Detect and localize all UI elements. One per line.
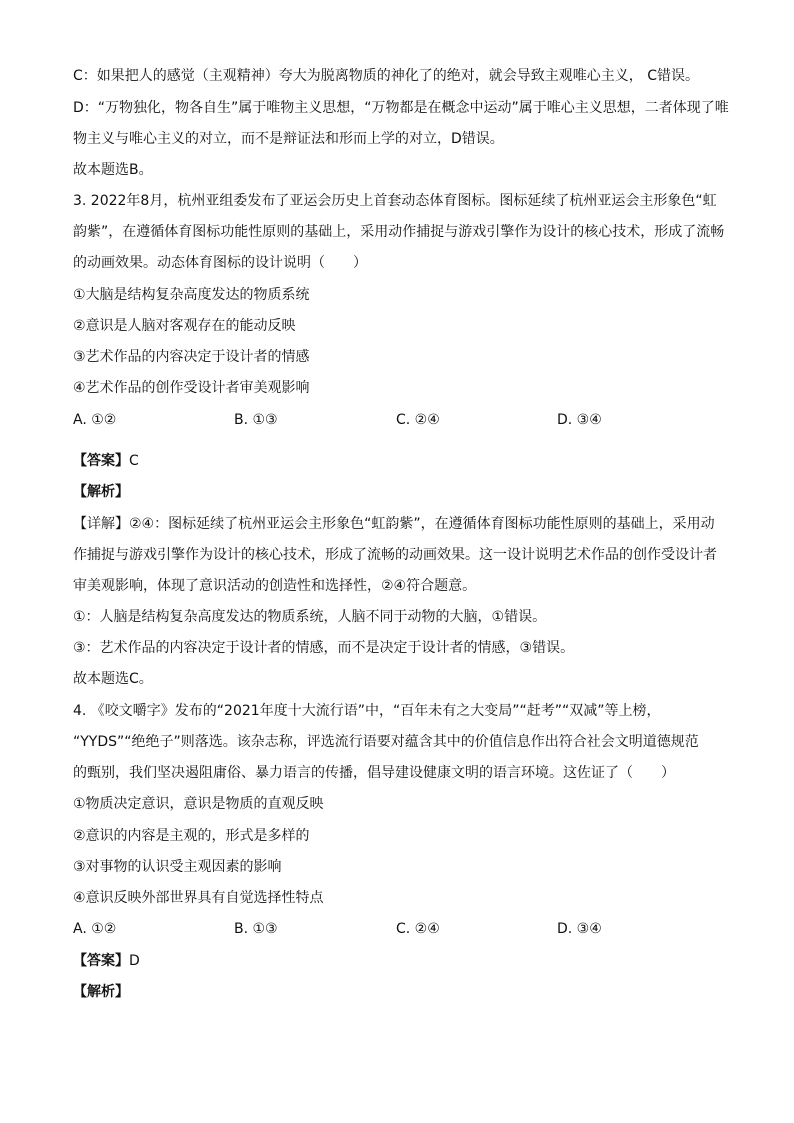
- q3-option-d: D. ③④: [557, 412, 602, 428]
- q4-statement-3: ③对事物的认识受主观因素的影响: [73, 859, 282, 875]
- q4-option-b: B. ①③: [234, 921, 278, 937]
- q3-answer-value: C: [129, 453, 139, 469]
- q4-answer: [73, 951, 734, 971]
- q3-answer-label: 【答案】: [73, 453, 129, 469]
- q4-stem-line2: “YYDS”“绝绝子”则落选。该杂志称，评选流行语要对蕴含其中的价值信息作出符合社会文明道德规范: [73, 734, 699, 750]
- q4-statement-2: ②意识的内容是主观的，形式是多样的: [73, 828, 310, 844]
- q3-detail-line1: 【详解】②④：图标延续了杭州亚运会主形象色“虹韵紫”，在遵循体育图标功能性原则的基础上，采用动: [73, 516, 715, 532]
- q3-option-b: B. ①③: [234, 412, 278, 428]
- q3-statement-1: ①大脑是结构复杂高度发达的物质系统: [73, 287, 310, 303]
- q3-answer: [73, 451, 734, 471]
- q4-option-c: C. ②④: [396, 921, 440, 937]
- q4-stem-line1: 4. 《咬文嚼字》发布的“2021年度十大流行语”中，“百年未有之大变局”“赶考”“双减”等上榜，: [73, 703, 661, 719]
- q4-answer-label: 【答案】: [73, 953, 129, 969]
- q3-statement-4: ④艺术作品的创作受设计者审美观影响: [73, 380, 310, 396]
- q3-detail-line4: ①：人脑是结构复杂高度发达的物质系统，人脑不同于动物的大脑，①错误。: [73, 609, 547, 625]
- q4-stem-line3: 的甄别，我们坚决遏阻庸俗、暴力语言的传播，倡导建设健康文明的语言环境。这佐证了（ ）: [73, 765, 675, 781]
- q4-option-d: D. ③④: [557, 921, 602, 937]
- q3-option-c: C. ②④: [396, 412, 440, 428]
- q4-statement-1: ①物质决定意识，意识是物质的直观反映: [73, 796, 324, 812]
- q3-stem-line3: 的动画效果。动态体育图标的设计说明（ ）: [73, 255, 367, 271]
- q4-option-a: A. ①②: [73, 921, 117, 937]
- q3-option-a: A. ①②: [73, 412, 117, 428]
- q3-stem-line2: 韵紫”，在遵循体育图标功能性原则的基础上，采用动作捕捉与游戏引擎作为设计的核心技术，形成了流畅: [73, 224, 725, 240]
- q3-detail-line5: ③：艺术作品的内容决定于设计者的情感，而不是决定于设计者的情感，③错误。: [73, 640, 575, 656]
- q4-statement-4: ④意识反映外部世界具有自觉选择性特点: [73, 890, 324, 906]
- q3-detail-line3: 审美观影响，体现了意识活动的创造性和选择性，②④符合题意。: [73, 578, 477, 594]
- q3-statement-3: ③艺术作品的内容决定于设计者的情感: [73, 349, 310, 365]
- q4-answer-value: D: [129, 953, 140, 969]
- prev-conclusion: 故本题选B。: [73, 162, 153, 178]
- q3-stem-line1: 3. 2022年8月，杭州亚组委发布了亚运会历史上首套动态体育图标。图标延续了杭州亚运会主形象色“虹: [73, 193, 717, 209]
- q3-statement-2: ②意识是人脑对客观存在的能动反映: [73, 318, 296, 334]
- q3-analysis-label: 【解析】: [73, 484, 129, 500]
- q4-analysis-label: 【解析】: [73, 984, 129, 1000]
- prev-option-d-analysis-line2: 物主义与唯心主义的对立，而不是辩证法和形而上学的对立，D错误。: [73, 131, 504, 147]
- prev-option-c-analysis: C：如果把人的感觉（主观精神）夸大为脱离物质的神化了的绝对，就会导致主观唯心主义， C错误。: [73, 68, 699, 84]
- q3-conclusion: 故本题选C。: [73, 671, 153, 687]
- prev-option-d-analysis-line1: D：“万物独化，物各自生”属于唯物主义思想，“万物都是在概念中运动”属于唯心主义思想，二者体现了唯: [73, 100, 729, 116]
- q3-detail-line2: 作捕捉与游戏引擎作为设计的核心技术，形成了流畅的动画效果。这一设计说明艺术作品的创作受设计者: [73, 547, 717, 563]
